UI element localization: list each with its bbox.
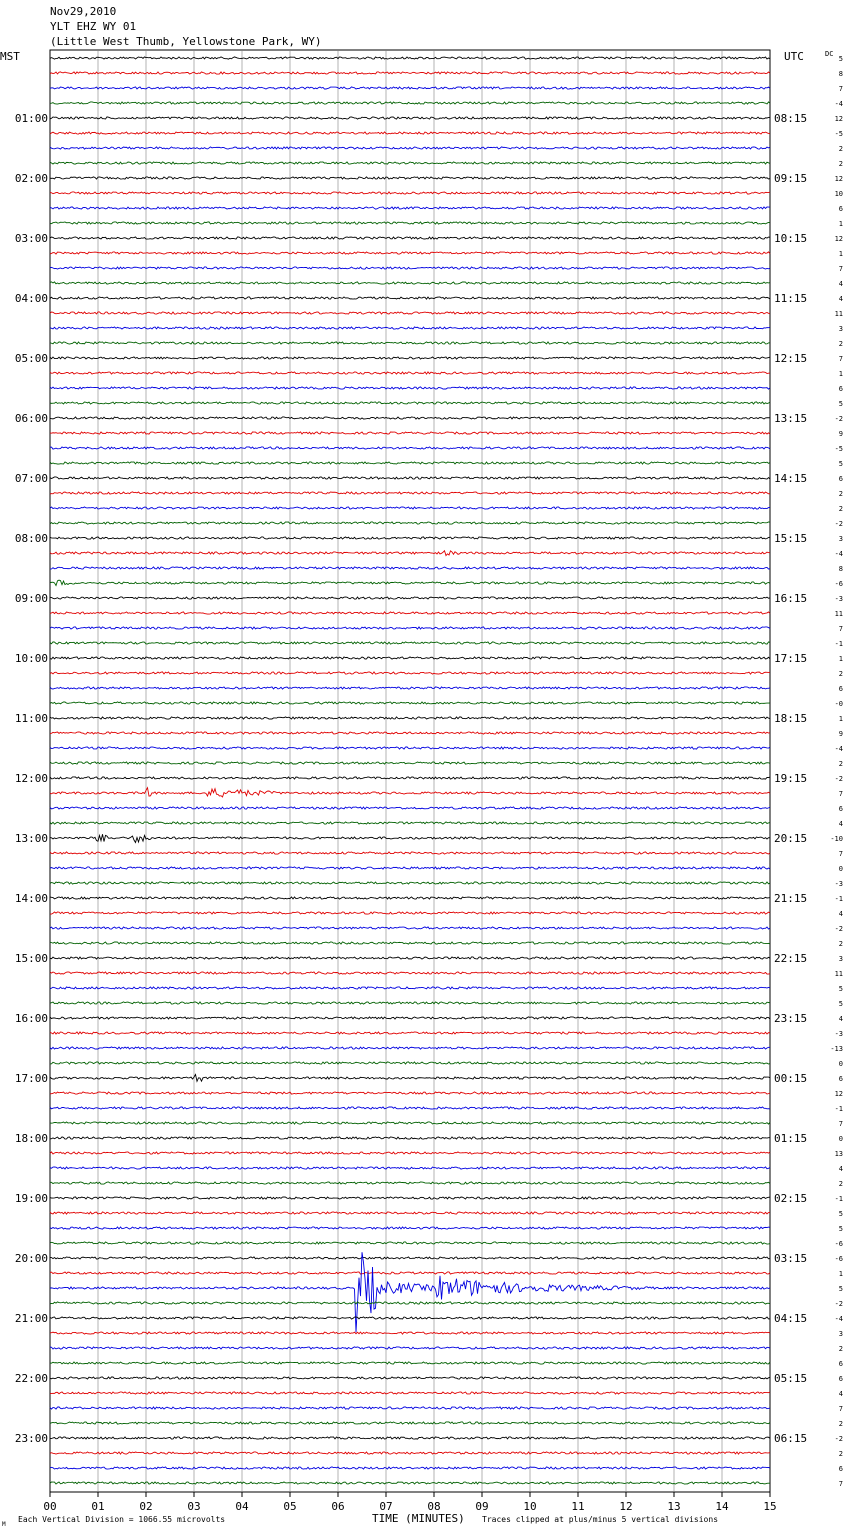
dc-offset-label: -2 (834, 1300, 843, 1308)
mst-hour-label: 02:00 (14, 172, 48, 185)
trace-row (50, 192, 770, 194)
trace-row (50, 102, 770, 104)
trace-row (50, 852, 770, 854)
trace-row (50, 1317, 770, 1319)
trace-row (50, 267, 770, 269)
dc-offset-label: -0 (834, 700, 843, 708)
mst-hour-label: 18:00 (14, 1132, 48, 1145)
trace-row (50, 432, 770, 434)
mst-hour-label: 09:00 (14, 592, 48, 605)
dc-offset-label: 11 (834, 970, 843, 978)
x-tick-label: 07 (379, 1500, 393, 1513)
mst-hour-label: 01:00 (14, 112, 48, 125)
dc-offset-label: 11 (834, 310, 843, 318)
dc-offset-label: 4 (838, 280, 843, 288)
x-tick-label: 13 (667, 1500, 681, 1513)
utc-hour-label: 18:15 (774, 712, 808, 725)
trace-row (50, 537, 770, 539)
label-group (15, 55, 843, 1513)
dc-offset-label: 12 (834, 175, 843, 183)
x-tick-label: 11 (571, 1500, 585, 1513)
dc-offset-label: -1 (834, 895, 843, 903)
corner-mark: M (2, 1521, 6, 1528)
dc-offset-label: 5 (838, 55, 843, 63)
mst-hour-label: 17:00 (14, 1072, 48, 1085)
dc-offset-label: 6 (838, 1465, 843, 1473)
trace-row (50, 57, 770, 59)
dc-offset-label: 6 (838, 1075, 843, 1083)
dc-offset-label: 4 (838, 1165, 843, 1173)
trace-row (50, 1182, 770, 1184)
x-tick-label: 04 (235, 1500, 249, 1513)
trace-row (50, 312, 770, 314)
x-tick-label: 10 (523, 1500, 537, 1513)
dc-offset-label: 2 (838, 670, 843, 678)
trace-row (50, 1407, 770, 1409)
trace-row (50, 297, 770, 299)
scale-note: Each Vertical Division = 1066.55 microvolts (18, 1515, 226, 1524)
trace-row (50, 417, 770, 419)
trace-row (50, 207, 770, 209)
dc-offset-label: 9 (838, 430, 843, 438)
trace-row (50, 822, 770, 824)
trace-row (50, 1032, 770, 1034)
utc-hour-label: 05:15 (774, 1372, 808, 1385)
utc-hour-label: 02:15 (774, 1192, 808, 1205)
mst-hour-label: 19:00 (14, 1192, 48, 1205)
dc-offset-label: 6 (838, 1375, 843, 1383)
mst-hour-label: 05:00 (14, 352, 48, 365)
dc-offset-label: 2 (838, 1450, 843, 1458)
dc-offset-label: -2 (834, 520, 843, 528)
dc-offset-label: 7 (838, 1480, 843, 1488)
dc-offset-label: 0 (838, 865, 843, 873)
x-tick-label: 08 (427, 1500, 441, 1513)
trace-row (50, 580, 770, 585)
x-tick-label: 05 (283, 1500, 297, 1513)
dc-offset-label: 7 (838, 265, 843, 273)
trace-row (50, 927, 770, 929)
trace-row (50, 1092, 770, 1094)
plot-frame (50, 50, 770, 1492)
trace-row (50, 1047, 770, 1049)
x-tick-label: 15 (763, 1500, 777, 1513)
dc-offset-label: 7 (838, 355, 843, 363)
utc-hour-label: 01:15 (774, 1132, 808, 1145)
location-label: (Little West Thumb, Yellowstone Park, WY) (50, 35, 322, 48)
trace-row (50, 222, 770, 224)
utc-hour-label: 00:15 (774, 1072, 808, 1085)
dc-offset-label: -4 (834, 745, 843, 753)
trace-row (50, 1242, 770, 1244)
utc-hour-label: 10:15 (774, 232, 808, 245)
dc-offset-label: 12 (834, 1090, 843, 1098)
dc-offset-label: 7 (838, 1405, 843, 1413)
trace-row (50, 882, 770, 884)
dc-offset-label: 5 (838, 460, 843, 468)
dc-offset-label: 4 (838, 1390, 843, 1398)
trace-row (50, 1152, 770, 1154)
dc-offset-label: 6 (838, 475, 843, 483)
mst-hour-label: 15:00 (14, 952, 48, 965)
x-tick-label: 12 (619, 1500, 633, 1513)
dc-offset-label: 11 (834, 610, 843, 618)
trace-row (50, 1362, 770, 1364)
dc-offset-label: -10 (830, 835, 843, 843)
dc-offset-label: -5 (834, 445, 843, 453)
trace-row (50, 627, 770, 629)
utc-hour-label: 03:15 (774, 1252, 808, 1265)
mst-hour-label: 16:00 (14, 1012, 48, 1025)
trace-row (50, 1002, 770, 1004)
utc-hour-label: 04:15 (774, 1312, 808, 1325)
dc-offset-label: 10 (834, 190, 843, 198)
trace-row (50, 1437, 770, 1439)
dc-offset-label: 12 (834, 235, 843, 243)
trace-row (50, 867, 770, 869)
dc-offset-label: 8 (838, 565, 843, 573)
utc-hour-label: 16:15 (774, 592, 808, 605)
trace-row (50, 1062, 770, 1064)
dc-offset-label: 2 (838, 340, 843, 348)
x-axis-title: TIME (MINUTES) (372, 1512, 465, 1525)
dc-offset-label: -3 (834, 880, 843, 888)
utc-label: UTC (784, 50, 804, 63)
mst-hour-label: 20:00 (14, 1252, 48, 1265)
trace-row (50, 1257, 770, 1259)
trace-row (50, 834, 770, 842)
trace-row (50, 702, 770, 704)
trace-row (50, 372, 770, 374)
trace-row (50, 1167, 770, 1169)
dc-offset-label: 3 (838, 535, 843, 543)
dc-offset-label: 2 (838, 940, 843, 948)
dc-offset-label: -3 (834, 595, 843, 603)
trace-row (50, 551, 770, 556)
dc-offset-label: 2 (838, 760, 843, 768)
mst-hour-label: 22:00 (14, 1372, 48, 1385)
trace-row (50, 327, 770, 329)
dc-offset-label: 1 (838, 370, 843, 378)
mst-hour-label: 12:00 (14, 772, 48, 785)
trace-row (50, 1422, 770, 1424)
trace-row (50, 117, 770, 119)
dc-label: DC (825, 50, 834, 58)
dc-offset-label: 7 (838, 850, 843, 858)
dc-offset-label: 5 (838, 1285, 843, 1293)
dc-offset-label: 8 (838, 70, 843, 78)
x-tick-label: 06 (331, 1500, 345, 1513)
utc-hour-label: 11:15 (774, 292, 808, 305)
trace-row (50, 777, 770, 779)
dc-offset-label: 5 (838, 985, 843, 993)
trace-row (50, 1122, 770, 1124)
utc-hour-label: 15:15 (774, 532, 808, 545)
dc-offset-label: 3 (838, 325, 843, 333)
dc-offset-label: 13 (834, 1150, 843, 1158)
trace-row (50, 387, 770, 389)
utc-hour-label: 17:15 (774, 652, 808, 665)
trace-row (50, 747, 770, 749)
trace-row (50, 282, 770, 284)
trace-row (50, 717, 770, 719)
trace-row (50, 252, 770, 254)
dc-offset-label: -6 (834, 1240, 843, 1248)
dc-offset-label: 3 (838, 955, 843, 963)
dc-offset-label: -13 (830, 1045, 843, 1053)
trace-row (50, 1482, 770, 1484)
trace-row (50, 1467, 770, 1469)
trace-row (50, 897, 770, 899)
trace-row (50, 1212, 770, 1214)
trace-row (50, 477, 770, 479)
dc-offset-label: 5 (838, 1000, 843, 1008)
trace-row (50, 612, 770, 614)
trace-row (50, 1227, 770, 1229)
trace-row (50, 447, 770, 449)
dc-offset-label: 5 (838, 400, 843, 408)
dc-offset-label: 1 (838, 715, 843, 723)
dc-offset-label: 2 (838, 1420, 843, 1428)
trace-row (50, 147, 770, 149)
utc-hour-label: 23:15 (774, 1012, 808, 1025)
trace-row (50, 687, 770, 689)
trace-row (50, 132, 770, 134)
trace-row (50, 788, 770, 797)
trace-group (50, 57, 770, 1484)
dc-offset-label: -2 (834, 775, 843, 783)
utc-hour-label: 21:15 (774, 892, 808, 905)
dc-offset-label: 5 (838, 1225, 843, 1233)
trace-row (50, 762, 770, 764)
trace-row (50, 162, 770, 164)
utc-hour-label: 13:15 (774, 412, 808, 425)
mst-hour-label: 13:00 (14, 832, 48, 845)
clip-note: Traces clipped at plus/minus 5 vertical divisions (482, 1515, 719, 1524)
trace-row (50, 942, 770, 944)
dc-offset-label: -3 (834, 1030, 843, 1038)
dc-offset-label: 6 (838, 385, 843, 393)
dc-offset-label: 2 (838, 1180, 843, 1188)
utc-hour-label: 06:15 (774, 1432, 808, 1445)
trace-row (50, 357, 770, 359)
x-tick-label: 03 (187, 1500, 201, 1513)
trace-row (50, 1107, 770, 1109)
trace-row (50, 462, 770, 464)
dc-offset-label: -4 (834, 550, 843, 558)
utc-hour-label: 12:15 (774, 352, 808, 365)
dc-offset-label: 2 (838, 160, 843, 168)
trace-row (50, 1452, 770, 1454)
dc-offset-label: 0 (838, 1060, 843, 1068)
trace-row (50, 492, 770, 494)
trace-row (50, 1332, 770, 1334)
dc-offset-label: 5 (838, 1210, 843, 1218)
mst-hour-label: 10:00 (14, 652, 48, 665)
dc-offset-label: 0 (838, 1135, 843, 1143)
trace-row (50, 957, 770, 959)
trace-row (50, 237, 770, 239)
dc-offset-label: 3 (838, 1330, 843, 1338)
dc-offset-label: 4 (838, 1015, 843, 1023)
mst-hour-label: 03:00 (14, 232, 48, 245)
dc-offset-label: -5 (834, 130, 843, 138)
dc-offset-label: -1 (834, 640, 843, 648)
dc-offset-label: -2 (834, 925, 843, 933)
dc-offset-label: 12 (834, 115, 843, 123)
trace-row (50, 657, 770, 659)
trace-row (50, 1347, 770, 1349)
trace-row (50, 1137, 770, 1139)
trace-row (50, 567, 770, 569)
dc-offset-label: -4 (834, 1315, 843, 1323)
mst-hour-label: 04:00 (14, 292, 48, 305)
trace-row (50, 642, 770, 644)
trace-row (50, 1017, 770, 1019)
dc-offset-label: 1 (838, 220, 843, 228)
dc-offset-label: 4 (838, 295, 843, 303)
trace-row (50, 1252, 770, 1332)
trace-row (50, 1302, 770, 1304)
mst-hour-label: 07:00 (14, 472, 48, 485)
mst-label: MST (0, 50, 20, 63)
dc-offset-label: 2 (838, 490, 843, 498)
dc-offset-label: -1 (834, 1195, 843, 1203)
x-tick-label: 00 (43, 1500, 57, 1513)
trace-row (50, 522, 770, 524)
utc-hour-label: 20:15 (774, 832, 808, 845)
utc-hour-label: 08:15 (774, 112, 808, 125)
trace-row (50, 72, 770, 74)
trace-row (50, 672, 770, 674)
utc-hour-label: 09:15 (774, 172, 808, 185)
dc-offset-label: 7 (838, 625, 843, 633)
trace-row (50, 807, 770, 809)
station-label: YLT EHZ WY 01 (50, 20, 137, 33)
dc-offset-label: -6 (834, 1255, 843, 1263)
mst-hour-label: 11:00 (14, 712, 48, 725)
dc-offset-label: 6 (838, 805, 843, 813)
dc-offset-label: 1 (838, 655, 843, 663)
trace-row (50, 1392, 770, 1394)
dc-offset-label: 2 (838, 1345, 843, 1353)
utc-hour-label: 22:15 (774, 952, 808, 965)
date-label: Nov29,2010 (50, 5, 117, 18)
dc-offset-label: 7 (838, 85, 843, 93)
dc-offset-label: 1 (838, 1270, 843, 1278)
dc-offset-label: 4 (838, 820, 843, 828)
utc-hour-label: 19:15 (774, 772, 808, 785)
trace-row (50, 1074, 770, 1081)
x-tick-label: 14 (715, 1500, 729, 1513)
mst-hour-label: 14:00 (14, 892, 48, 905)
x-tick-label: 09 (475, 1500, 489, 1513)
trace-row (50, 507, 770, 509)
dc-offset-label: -2 (834, 1435, 843, 1443)
dc-offset-label: 7 (838, 1120, 843, 1128)
utc-hour-label: 14:15 (774, 472, 808, 485)
x-tick-label: 02 (139, 1500, 153, 1513)
dc-offset-label: 7 (838, 790, 843, 798)
mst-hour-label: 21:00 (14, 1312, 48, 1325)
trace-row (50, 597, 770, 599)
dc-offset-label: -1 (834, 1105, 843, 1113)
dc-offset-label: -2 (834, 415, 843, 423)
dc-offset-label: 6 (838, 685, 843, 693)
trace-row (50, 912, 770, 914)
trace-row (50, 987, 770, 989)
trace-row (50, 972, 770, 974)
dc-offset-label: 6 (838, 205, 843, 213)
trace-row (50, 342, 770, 344)
trace-row (50, 177, 770, 179)
dc-offset-label: 1 (838, 250, 843, 258)
trace-row (50, 1197, 770, 1199)
trace-row (50, 732, 770, 734)
dc-offset-label: -4 (834, 100, 843, 108)
dc-offset-label: -6 (834, 580, 843, 588)
trace-row (50, 402, 770, 404)
dc-offset-label: 2 (838, 505, 843, 513)
mst-hour-label: 06:00 (14, 412, 48, 425)
x-tick-label: 01 (91, 1500, 105, 1513)
trace-row (50, 1377, 770, 1379)
trace-row (50, 1272, 770, 1274)
mst-hour-label: 23:00 (14, 1432, 48, 1445)
dc-offset-label: 2 (838, 145, 843, 153)
dc-offset-label: 9 (838, 730, 843, 738)
trace-row (50, 87, 770, 89)
dc-offset-label: 6 (838, 1360, 843, 1368)
mst-hour-label: 08:00 (14, 532, 48, 545)
dc-offset-label: 4 (838, 910, 843, 918)
